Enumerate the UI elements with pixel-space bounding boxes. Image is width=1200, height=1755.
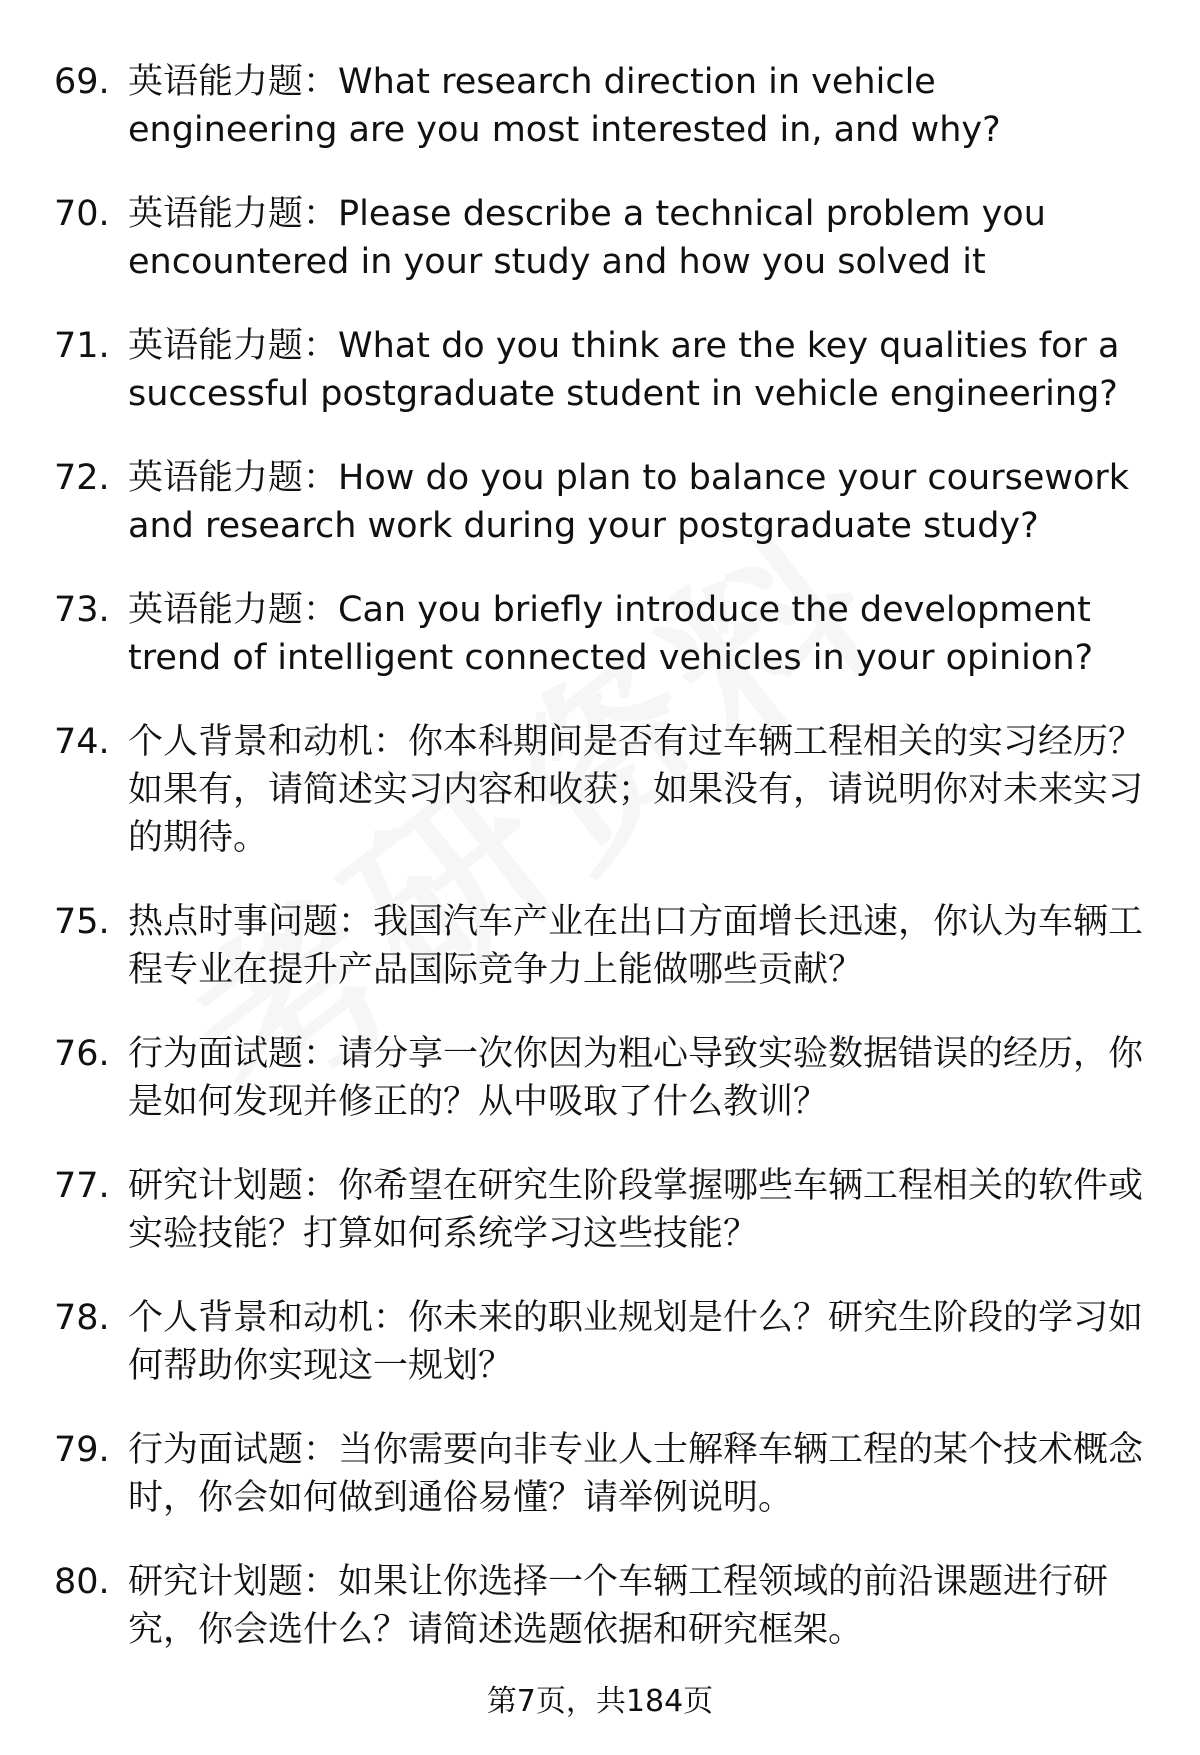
question-number: 80. — [54, 1562, 110, 1602]
question-number: 70. — [54, 194, 110, 234]
question-item — [0, 586, 1200, 682]
question-number: 77. — [54, 1166, 110, 1206]
question-item — [0, 1162, 1200, 1258]
page-footer: 第7页，共184页 — [486, 1684, 714, 1719]
question-text: 英语能力题：How do you plan to balance your coursework and research work during your postgraduate study? — [128, 458, 1130, 546]
question-number: 74. — [54, 722, 110, 762]
question-item — [0, 1426, 1200, 1522]
question-text: 行为面试题：当你需要向非专业人士解释车辆工程的某个技术概念时，你会如何做到通俗易懂？请举例说明。 — [128, 1430, 1144, 1518]
question-number: 76. — [54, 1034, 110, 1074]
question-text: 研究计划题：你希望在研究生阶段掌握哪些车辆工程相关的软件或实验技能？打算如何系统学习这些技能？ — [128, 1166, 1144, 1254]
question-number: 75. — [54, 902, 110, 942]
question-number: 78. — [54, 1298, 110, 1338]
question-text: 热点时事问题：我国汽车产业在出口方面增长迅速，你认为车辆工程专业在提升产品国际竞争力上能做哪些贡献？ — [128, 902, 1144, 990]
question-text: 英语能力题：Please describe a technical problem you encountered in your study and how you solved it — [128, 194, 1046, 282]
question-number: 71. — [54, 326, 110, 366]
question-item — [0, 58, 1200, 154]
question-item — [0, 454, 1200, 550]
question-text: 英语能力题：What do you think are the key qualities for a successful postgraduate student in vehicle engineering? — [128, 326, 1120, 414]
question-item — [0, 322, 1200, 418]
question-item — [0, 190, 1200, 286]
question-text: 研究计划题：如果让你选择一个车辆工程领域的前沿课题进行研究，你会选什么？请简述选题依据和研究框架。 — [128, 1562, 1109, 1650]
question-item — [0, 1558, 1200, 1654]
question-item — [0, 1030, 1200, 1126]
question-number: 79. — [54, 1430, 110, 1470]
question-number: 69. — [54, 62, 110, 102]
question-item — [0, 898, 1200, 994]
question-text: 英语能力题：Can you briefly introduce the development trend of intelligent connected vehicles in your opinion? — [128, 590, 1094, 678]
question-item — [0, 718, 1200, 862]
question-text: 个人背景和动机：你本科期间是否有过车辆工程相关的实习经历？如果有，请简述实习内容和收获；如果没有，请说明你对未来实习的期待。 — [128, 722, 1144, 858]
question-item — [0, 1294, 1200, 1390]
question-text: 个人背景和动机：你未来的职业规划是什么？研究生阶段的学习如何帮助你实现这一规划？ — [128, 1298, 1144, 1386]
question-list — [0, 58, 1200, 1690]
question-text: 英语能力题：What research direction in vehicle engineering are you most interested in, and why? — [128, 62, 1001, 150]
question-number: 72. — [54, 458, 110, 498]
question-text: 行为面试题：请分享一次你因为粗心导致实验数据错误的经历，你是如何发现并修正的？从中吸取了什么教训？ — [128, 1034, 1144, 1122]
question-number: 73. — [54, 590, 110, 630]
